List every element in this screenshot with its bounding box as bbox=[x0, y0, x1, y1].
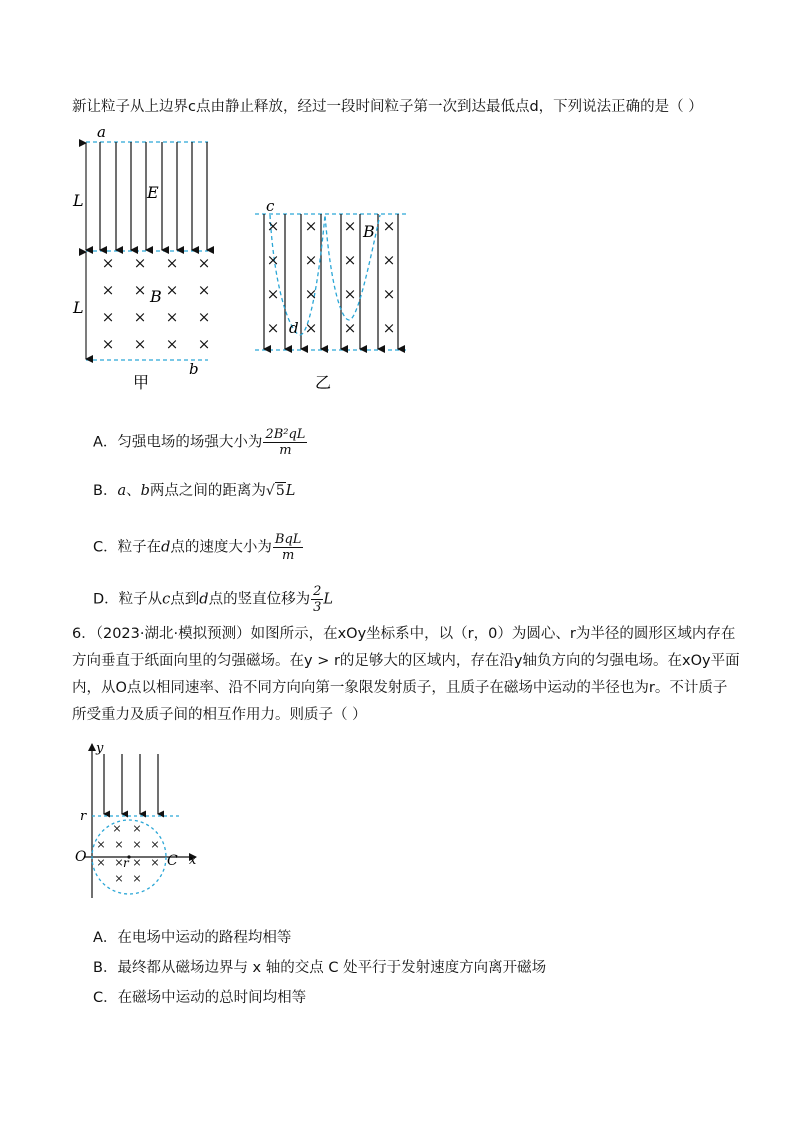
axis-label-y: y bbox=[96, 741, 104, 756]
svg-text:×: × bbox=[343, 251, 357, 269]
svg-text:×: × bbox=[150, 856, 160, 869]
svg-text:×: × bbox=[133, 308, 147, 326]
q6-stem-line2: 方向垂直于纸面向里的匀强磁场。在y > r的足够大的区域内，存在沿y轴负方向的匀强电场。在xOy平面 bbox=[72, 653, 740, 669]
svg-text:×: × bbox=[382, 251, 396, 269]
svg-text:×: × bbox=[114, 872, 124, 885]
svg-text:×: × bbox=[114, 838, 124, 851]
svg-text:×: × bbox=[132, 838, 142, 851]
label-B-jia: B bbox=[150, 287, 162, 306]
svg-text:×: × bbox=[132, 856, 142, 869]
label-d: d bbox=[289, 319, 299, 337]
svg-text:×: × bbox=[266, 285, 280, 303]
svg-text:×: × bbox=[343, 285, 357, 303]
svg-text:×: × bbox=[132, 872, 142, 885]
svg-text:×: × bbox=[101, 254, 115, 272]
label-E: E bbox=[147, 183, 159, 202]
q6-option-c: C．在磁场中运动的总时间均相等 bbox=[93, 990, 307, 1006]
svg-text:×: × bbox=[165, 254, 179, 272]
svg-text:×: × bbox=[150, 838, 160, 851]
svg-text:×: × bbox=[197, 335, 211, 353]
label-B-yi: B bbox=[363, 222, 375, 241]
svg-text:×: × bbox=[101, 335, 115, 353]
label-a: a bbox=[97, 123, 106, 141]
caption-yi: 乙 bbox=[315, 373, 332, 392]
svg-text:×: × bbox=[343, 319, 357, 337]
svg-text:×: × bbox=[101, 308, 115, 326]
svg-text:×: × bbox=[382, 319, 396, 337]
q5-option-b: B．a、b两点之间的距离为√5L bbox=[93, 483, 296, 499]
q6-option-b: B．最终都从磁场边界与 x 轴的交点 C 处平行于发射速度方向离开磁场 bbox=[93, 960, 547, 976]
q6-stem-line4: 所受重力及质子间的相互作用力。则质子（ ） bbox=[72, 707, 367, 723]
svg-text:×: × bbox=[114, 856, 124, 869]
svg-text:×: × bbox=[266, 217, 280, 235]
svg-text:×: × bbox=[197, 281, 211, 299]
svg-text:×: × bbox=[382, 217, 396, 235]
q5-option-c: C．粒子在d点的速度大小为 $\frac{\text{BqL}}{m}$ bbox=[93, 532, 302, 563]
q6-stem-line3: 内，从O点以相同速率、沿不同方向向第一象限发射质子，且质子在磁场中运动的半径也为r。不计质子 bbox=[72, 680, 728, 696]
q5-option-a: A．匀强电场的场强大小为 $\frac{\text{2B²qL}}{m}$ bbox=[93, 427, 306, 458]
svg-text:×: × bbox=[133, 281, 147, 299]
q6-option-a: A．在电场中运动的路程均相等 bbox=[93, 930, 292, 946]
svg-text:×: × bbox=[165, 335, 179, 353]
svg-text:×: × bbox=[132, 822, 142, 835]
label-c: c bbox=[266, 197, 275, 215]
axis-label-x: x bbox=[189, 853, 197, 868]
label-r-center: r bbox=[123, 856, 129, 870]
svg-text:×: × bbox=[382, 285, 396, 303]
q5-option-d: D．粒子从c点到d点的竖直位移为 $\frac{2}{3}$ L bbox=[93, 584, 334, 615]
svg-text:×: × bbox=[133, 254, 147, 272]
label-O: O bbox=[75, 849, 87, 865]
label-L-upper: L bbox=[73, 191, 84, 210]
label-L-lower: L bbox=[73, 298, 84, 317]
svg-text:×: × bbox=[304, 285, 318, 303]
svg-text:×: × bbox=[165, 281, 179, 299]
svg-text:×: × bbox=[96, 838, 106, 851]
caption-jia: 甲 bbox=[133, 373, 150, 392]
svg-text:×: × bbox=[266, 319, 280, 337]
svg-text:×: × bbox=[304, 217, 318, 235]
svg-text:×: × bbox=[343, 217, 357, 235]
svg-text:×: × bbox=[304, 319, 318, 337]
svg-text:×: × bbox=[266, 251, 280, 269]
svg-text:×: × bbox=[197, 308, 211, 326]
q5-stem: 新让粒子从上边界c点由静止释放，经过一段时间粒子第一次到达最低点d，下列说法正确的是（ ） bbox=[72, 99, 703, 115]
svg-text:×: × bbox=[101, 281, 115, 299]
label-C: C bbox=[167, 853, 178, 869]
svg-text:×: × bbox=[304, 251, 318, 269]
svg-text:×: × bbox=[112, 822, 122, 835]
svg-text:×: × bbox=[133, 335, 147, 353]
svg-text:×: × bbox=[96, 856, 106, 869]
q6-stem-line1: 6．（2023·湖北·模拟预测）如图所示，在xOy坐标系中，以（r，0）为圆心、r为半径的圆形区域内存在 bbox=[72, 626, 736, 642]
svg-text:×: × bbox=[165, 308, 179, 326]
svg-text:×: × bbox=[197, 254, 211, 272]
axis-label-r: r bbox=[80, 809, 87, 824]
label-b: b bbox=[189, 360, 199, 378]
